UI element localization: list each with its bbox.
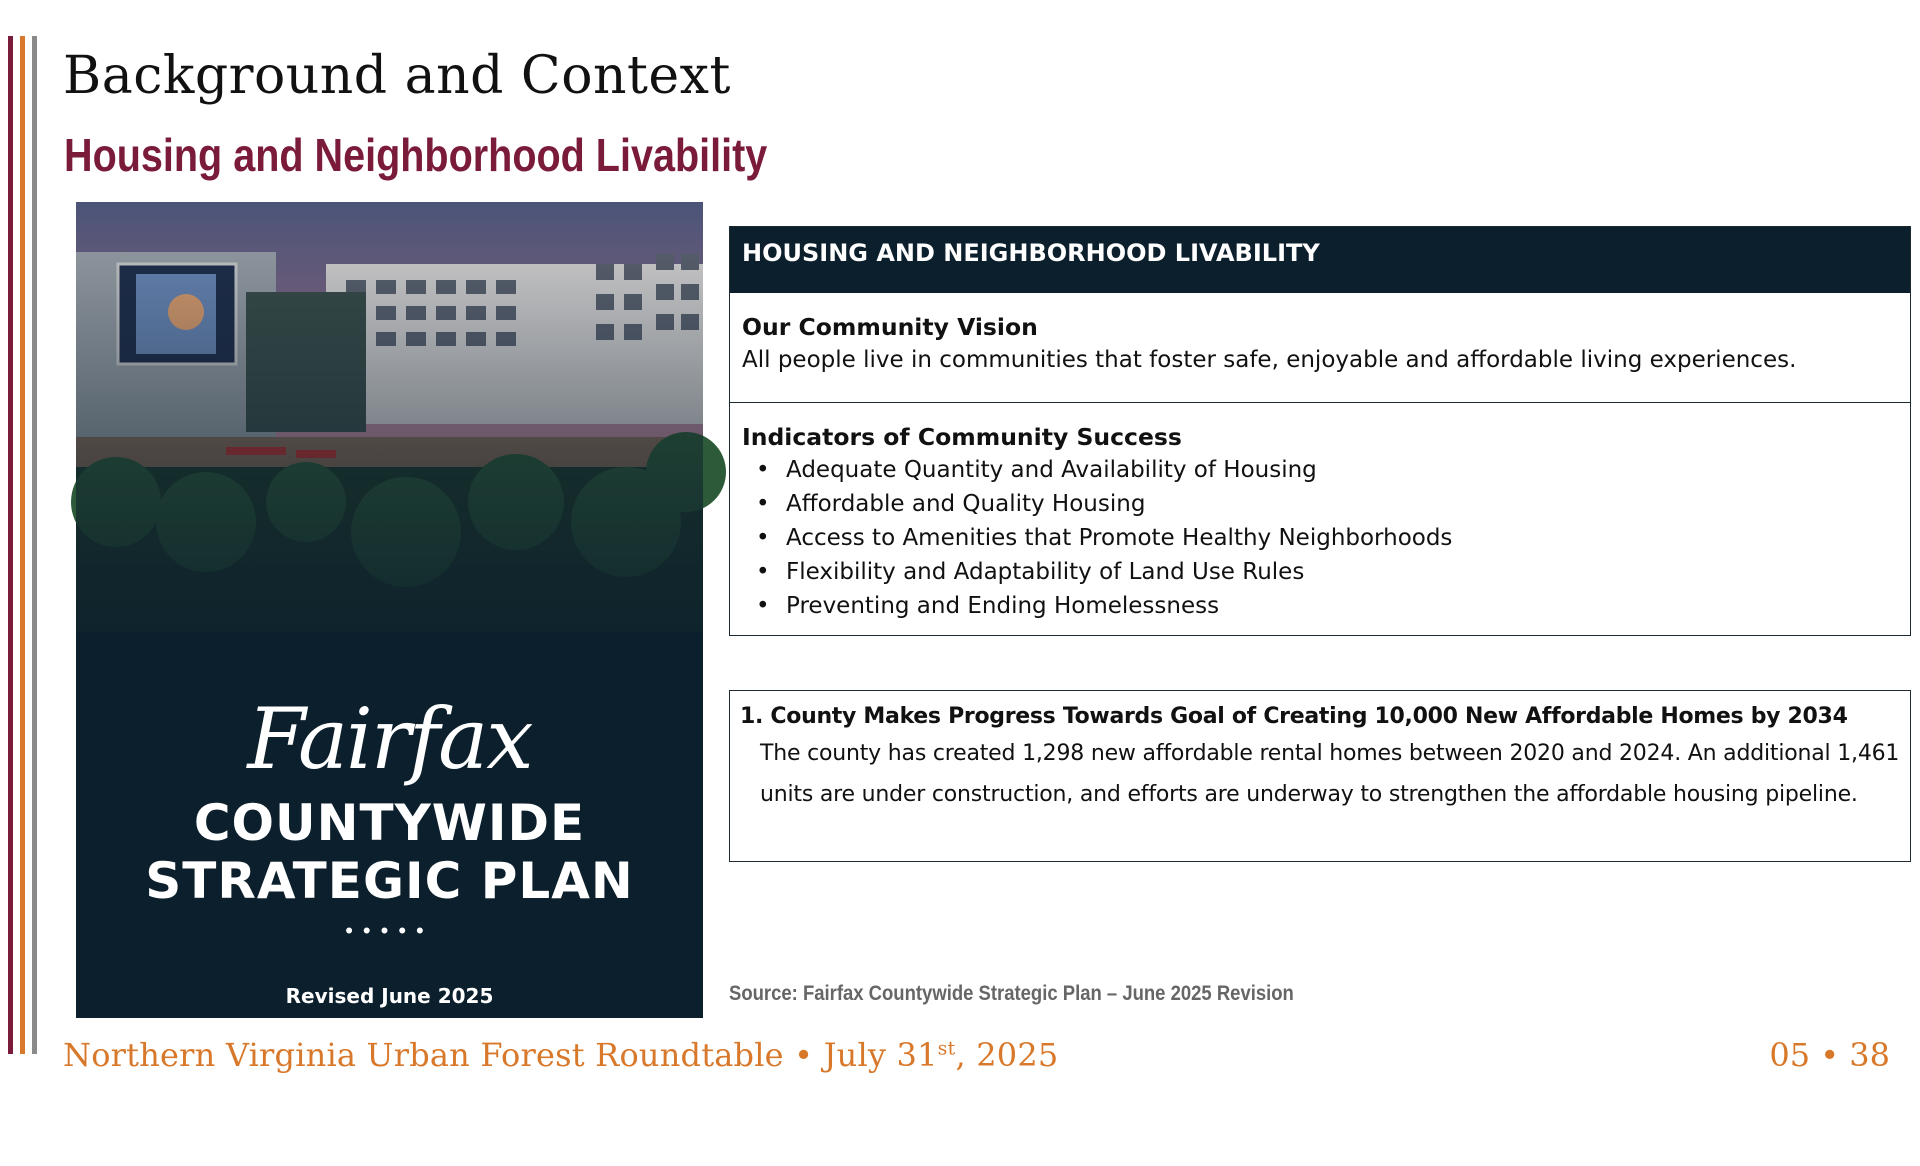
footer-event [63, 1036, 1058, 1074]
vision-section [730, 293, 1910, 403]
footer-text: Northern Virginia Urban Forest Roundtable • July 31 [63, 1036, 938, 1074]
slide-title: Background and Context [63, 46, 731, 106]
cover-title-line1: COUNTYWIDE [193, 794, 586, 852]
indicator-item: • Access to Amenities that Promote Healthy Neighborhoods [786, 521, 1898, 555]
goal-text: The county has created 1,298 new affordable rental homes between 2020 and 2024. An additional 1,461 units are under construction, and efforts are underway to strengthen the affordable housing pipeline. [760, 741, 1900, 807]
footer-superscript: st [937, 1037, 956, 1060]
cover-revised-date: Revised June 2025 [285, 984, 494, 1008]
cover-title-line2: STRATEGIC PLAN [145, 852, 634, 910]
panel-header: HOUSING AND NEIGHBORHOOD LIVABILITY [730, 227, 1910, 293]
slide-subtitle: Housing and Neighborhood Livability [64, 129, 768, 181]
accent-bar-orange [20, 36, 25, 1054]
accent-bar-gray [32, 36, 37, 1054]
goal-box [729, 690, 1911, 862]
indicators-list [742, 453, 1898, 623]
indicator-item: • Affordable and Quality Housing [786, 487, 1898, 521]
vision-text: All people live in communities that foster safe, enjoyable and affordable living experiences. [742, 347, 1797, 373]
indicators-heading: Indicators of Community Success [742, 423, 1182, 451]
cover-script-title: Fairfax [247, 690, 532, 788]
goal-title: 1. County Makes Progress Towards Goal of Creating 10,000 New Affordable Homes by 2034 [740, 704, 1848, 729]
indicators-section [730, 403, 1910, 623]
accent-bar-maroon [8, 36, 13, 1054]
cover-url: www.fairfaxcounty.gov/strategicplan [264, 1152, 515, 1166]
livability-panel [729, 226, 1911, 636]
cover-tagline: Protecting and enriching our quality of life for people, neighborhoods, and diverse communities. [213, 1078, 566, 1108]
cover-dots: ••••• [345, 918, 434, 943]
indicator-item: • Flexibility and Adaptability of Land Use Rules [786, 555, 1898, 589]
footer-year: , 2025 [955, 1036, 1059, 1074]
vision-heading: Our Community Vision [742, 313, 1038, 341]
indicator-item: • Preventing and Ending Homelessness [786, 589, 1898, 623]
indicator-item: • Adequate Quantity and Availability of Housing [786, 453, 1898, 487]
page-number: 05 • 38 [1769, 1036, 1890, 1074]
cover-photo [76, 202, 703, 632]
source-note: Source: Fairfax Countywide Strategic Plan – June 2025 Revision [729, 982, 1294, 1005]
